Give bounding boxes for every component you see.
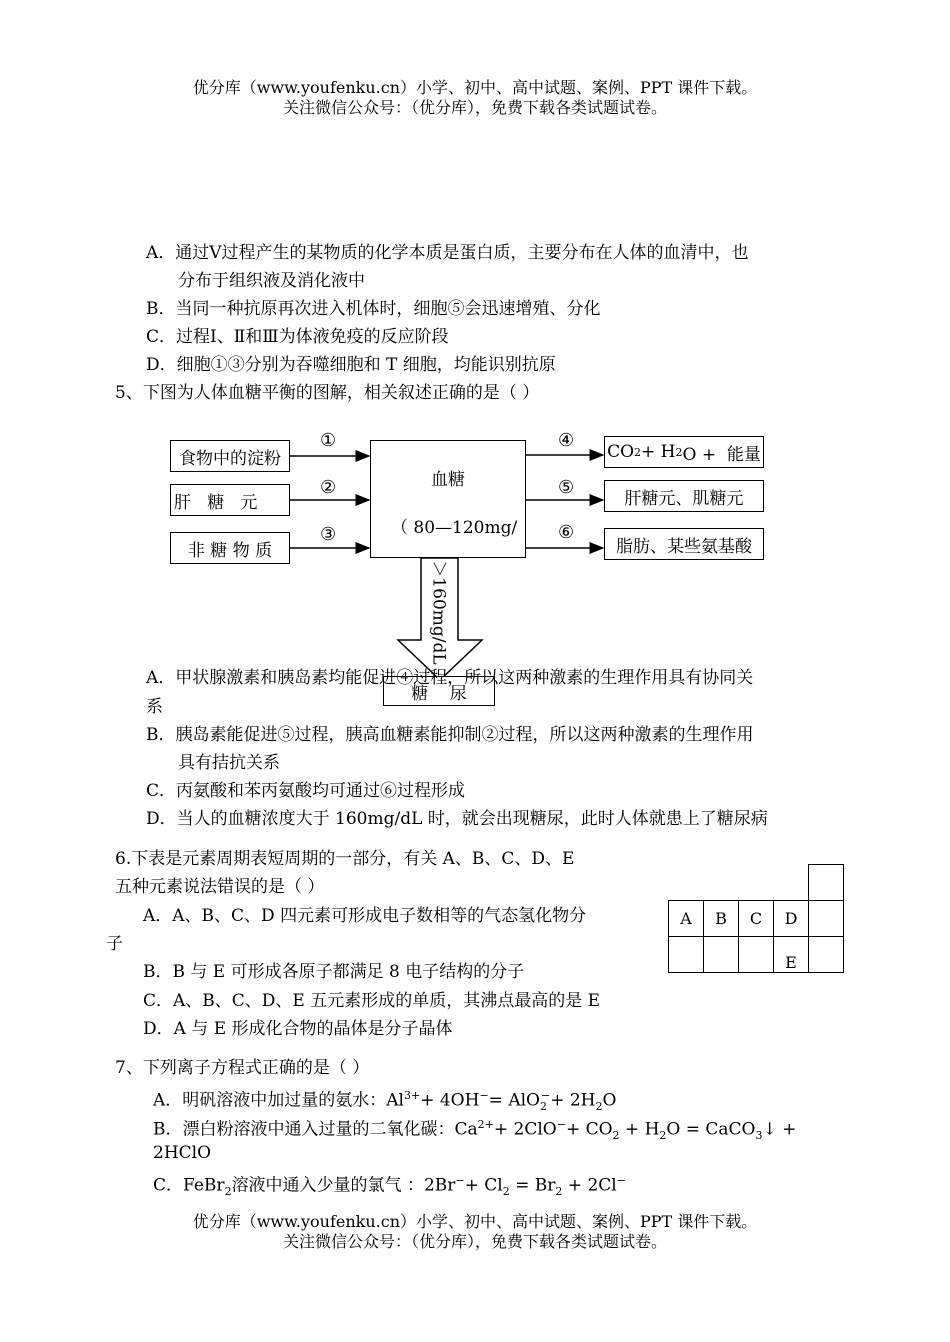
q6-option-a-line1: A．A、B、C、D 四元素可形成电子数相等的气态氢化物分 [143,906,587,926]
input-box-starch: 食物中的淀粉 [170,440,290,472]
label-circle-5: ⑤ [558,477,575,498]
q4-option-a-line2: 分布于组织液及消化液中 [178,271,365,291]
q4-option-c: C．过程Ⅰ、Ⅱ和Ⅲ为体液免疫的反应阶段 [146,327,449,347]
periodic-table-fragment [668,864,844,973]
q7-option-b-line1: B．漂白粉溶液中通入过量的二氧化碳：$Ca^{2+}+ 2ClO^-+ CO_2 + H_2O$ = CaCO$_3$↓ + [153,1118,797,1143]
cell-B: B [704,901,739,937]
output-box-fat-amino: 脂肪、某些氨基酸 [604,528,764,560]
q6-option-c: C．A、B、C、D、E 五元素形成的单质，其沸点最高的是 E [143,991,601,1011]
q6-option-a-line2: 子 [106,934,123,954]
cell-D: D [774,901,809,937]
q5-option-a-line1: A．甲状腺激素和胰岛素均能促进④过程，所以这两种激素的生理作用具有协同关 [146,668,754,688]
urine-sugar-box: 糖 尿 [383,676,495,706]
q4-option-d: D．细胞①③分别为吞噬细胞和 T 细胞，均能识别抗原 [146,355,556,375]
q5-option-d: D．当人的血糖浓度大于 160mg/dL 时，就会出现糖尿，此时人体就患上了糖尿病 [146,809,768,829]
output-box-glycogen: 肝糖元、肌糖元 [604,480,764,512]
q6-option-d: D．A 与 E 形成化合物的晶体是分子晶体 [143,1019,453,1039]
q6-stem-line2: 五种元素说法错误的是（ ） [115,877,325,897]
input-box-non-sugar: 非 糖 物 质 [170,532,290,564]
cell-C: C [739,901,774,937]
center-title: 血糖 [431,470,465,490]
q6-option-b: B．B 与 E 可形成各原子都满足 8 电子结构的分子 [143,962,525,982]
cell-A: A [669,901,704,937]
output-box-energy: CO 2 + H 2 O + 能量 [604,436,764,468]
label-circle-6: ⑥ [558,522,575,543]
cell-E: E [774,937,809,973]
footer-line-1: 优分库（www.youfenku.cn）小学、初中、高中试题、案例、PPT 课件下载。 [192,1212,758,1231]
label-circle-3: ③ [320,524,337,545]
center-box-blood-sugar [370,440,526,558]
down-arrow-label: ＞160mg/dL [428,560,449,665]
q5-stem: 5、下图为人体血糖平衡的图解，相关叙述正确的是（ ） [115,383,540,403]
q4-option-a-line1: A．通过Ⅴ过程产生的某物质的化学本质是蛋白质，主要分布在人体的血清中，也 [146,243,749,263]
header-line-1: 优分库（www.youfenku.cn）小学、初中、高中试题、案例、PPT 课件下载。 [192,78,758,97]
footer-line-2: 关注微信公众号：（优分库），免费下载各类试题试卷。 [282,1232,667,1251]
center-range: （ 80—120mg/ [391,518,518,538]
header-line-2: 关注微信公众号：（优分库），免费下载各类试题试卷。 [282,98,667,117]
label-circle-4: ④ [558,430,575,451]
q6-stem-line1: 6.下表是元素周期表短周期的一部分，有关 A、B、C、D、E [115,849,575,869]
q7-option-b-line2: 2HClO [153,1143,212,1163]
q5-option-b-line1: B．胰岛素能促进⑤过程，胰高血糖素能抑制②过程，所以这两种激素的生理作用 [146,725,754,745]
q4-option-b: B．当同一种抗原再次进入机体时，细胞⑤会迅速增殖、分化 [146,299,601,319]
input-box-glycogen: 肝 糖 元 [170,484,290,516]
q7-option-a: A．明矾溶液中加过量的氨水：$Al^{3+}+ 4OH^-= AlO_2^-+ 2H_2O$ [153,1089,617,1114]
q5-option-a-line2: 系 [146,697,163,717]
q5-option-b-line2: 具有拮抗关系 [178,753,280,773]
q5-option-c: C．丙氨酸和苯丙氨酸均可通过⑥过程形成 [146,781,466,801]
q7-option-c: C．FeBr$_2$溶液中通入少量的氯气 ：$2Br^-+ Cl_2 = Br_2 + 2Cl^-$ [153,1174,626,1199]
label-circle-1: ① [320,430,337,451]
q7-stem: 7、下列离子方程式正确的是（ ） [115,1058,370,1078]
label-circle-2: ② [320,477,337,498]
